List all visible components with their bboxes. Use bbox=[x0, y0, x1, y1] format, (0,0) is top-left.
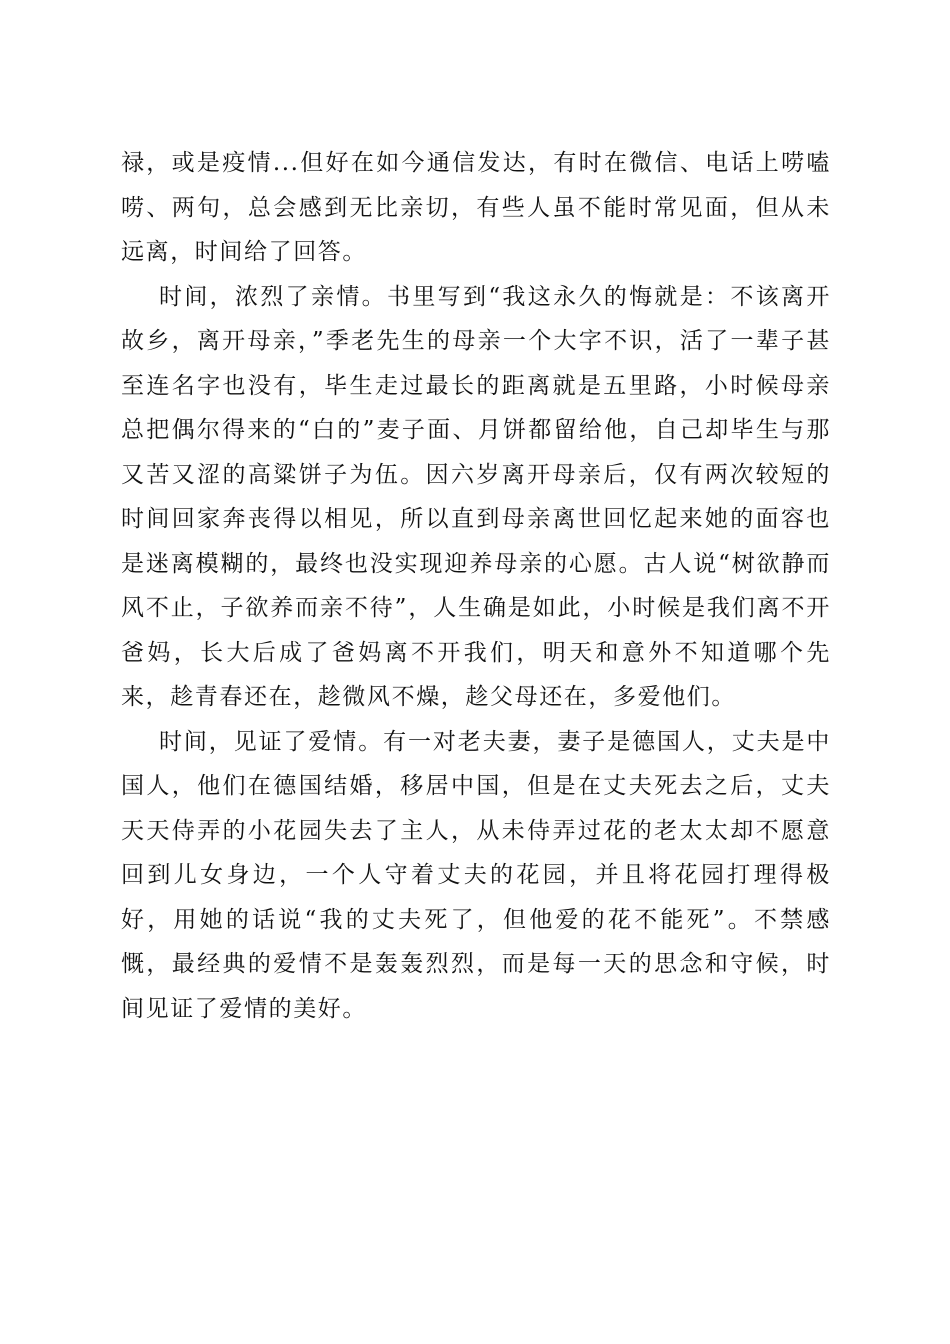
paragraph-family-love: 时间，浓烈了亲情。书里写到“我这永久的悔就是：不该离开故乡，离开母亲，”季老先生的母亲一个大字不识，活了一辈子甚至连名字也没有，毕生走过最长的距离就是五里路，小时候母亲总把偶尔得来的“白的”麦子面、月饼都留给他，自己却毕生与那又苦又涩的高粱饼子为伍。因六岁离开母亲后，仅有两次较短的时间回家奔丧得以相见，所以直到母亲离世回忆起来她的面容也是迷离模糊的，最终也没实现迎养母亲的心愿。古人说“树欲静而风不止，子欲养而亲不待”，人生确是如此，小时候是我们离不开爸妈，长大后成了爸妈离不开我们，明天和意外不知道哪个先来，趁青春还在，趁微风不燥，趁父母还在，多爱他们。 bbox=[121, 283, 831, 710]
paragraph-romantic-love: 时间，见证了爱情。有一对老夫妻，妻子是德国人，丈夫是中国人，他们在德国结婚，移居中国，但是在丈夫死去之后，丈夫天天侍弄的小花园失去了主人，从未侍弄过花的老太太却不愿意回到儿女身边，一个人守着丈夫的花园，并且将花园打理得极好，用她的话说“我的丈夫死了，但他爱的花不能死”。不禁感慨，最经典的爱情不是轰轰烈烈，而是每一天的思念和守候，时间见证了爱情的美好。 bbox=[121, 728, 831, 1022]
paragraph-continuation: 禄，或是疫情...但好在如今通信发达，有时在微信、电话上唠嗑唠、两句，总会感到无比亲切，有些人虽不能时常见面，但从未远离，时间给了回答。 bbox=[121, 150, 831, 265]
body-text bbox=[121, 141, 831, 1031]
